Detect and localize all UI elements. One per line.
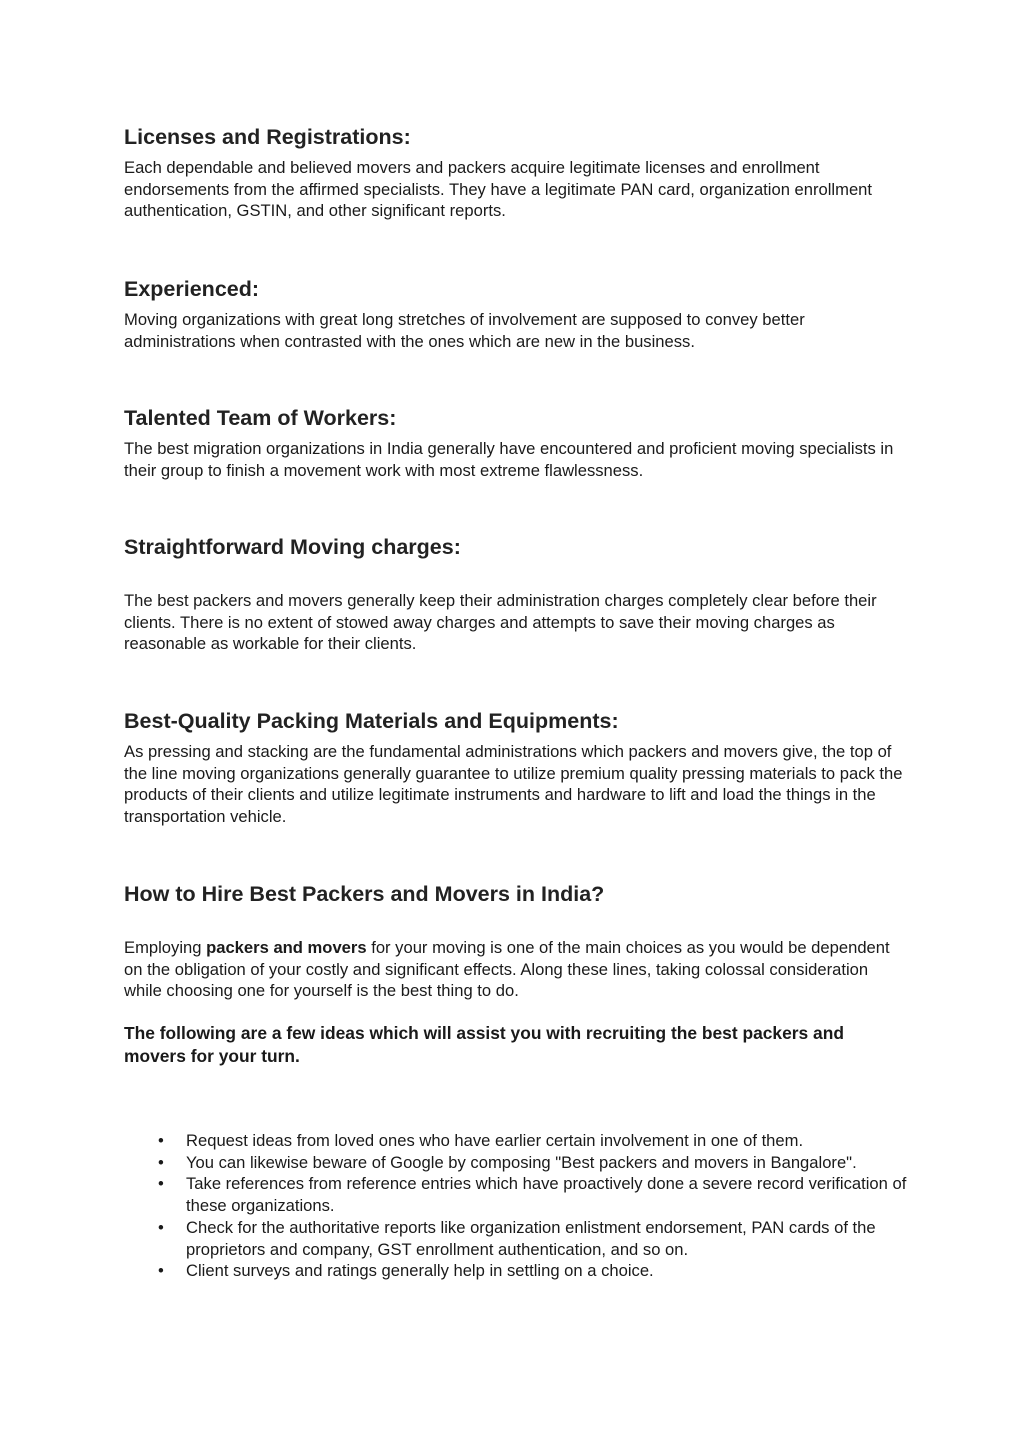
section-heading: Straightforward Moving charges:	[124, 535, 461, 559]
list-item-text: You can likewise beware of Google by composing "Best packers and movers in Bangalore".	[186, 1152, 857, 1172]
section-body: Each dependable and believed movers and packers acquire legitimate licenses and enrollment endorsements from the affirmed specialists. They have a legitimate PAN card, organization enrollment authentication, GSTIN, and other significant reports.	[124, 158, 873, 221]
section-heading: How to Hire Best Packers and Movers in India?	[124, 882, 605, 906]
section-how-to-hire	[124, 881, 904, 1068]
bullet-icon: •	[158, 1261, 164, 1281]
list-item	[124, 1173, 914, 1216]
hire-intro-end: for your moving is one of the main choices as you would be dependent on the obligation of your costly and significant effects. Along these lines, taking colossal consideration while choosing one for yourself is the best thing to do.	[124, 938, 890, 1001]
tips-list	[124, 1130, 914, 1282]
section-packing-materials	[124, 708, 904, 828]
hire-lead: The following are a few ideas which will assist you with recruiting the best packers and movers for your turn.	[124, 1023, 844, 1067]
bullet-icon: •	[158, 1131, 164, 1150]
bullet-icon: •	[158, 1152, 164, 1172]
list-item	[124, 1260, 914, 1282]
section-heading: Licenses and Registrations:	[124, 125, 411, 149]
section-moving-charges	[124, 534, 904, 655]
section-experienced	[124, 276, 904, 352]
bullet-icon: •	[158, 1174, 164, 1194]
hire-intro-bold: packers and movers	[206, 938, 367, 957]
section-talented-team	[124, 405, 904, 481]
hire-intro	[124, 937, 904, 1002]
hire-intro-start: Employing	[124, 938, 207, 957]
list-item	[124, 1130, 914, 1152]
section-body: The best packers and movers generally keep their administration charges completely clear before their clients. There is no extent of stowed away charges and attempts to save their moving charges as reasonable as workable for their clients.	[124, 591, 877, 654]
section-licenses	[124, 124, 904, 222]
list-item-text: Take references from reference entries which have proactively done a severe record verification of these organizations.	[186, 1174, 907, 1216]
section-body: The best migration organizations in India generally have encountered and proficient moving specialists in their group to finish a movement work with most extreme flawlessness.	[124, 439, 894, 480]
list-item	[124, 1217, 914, 1260]
bullet-icon: •	[158, 1217, 164, 1237]
list-item	[124, 1152, 914, 1174]
section-heading: Best-Quality Packing Materials and Equipments:	[124, 709, 619, 733]
section-heading: Talented Team of Workers:	[124, 406, 397, 430]
section-body: As pressing and stacking are the fundamental administrations which packers and movers give, the top of the line moving organizations generally guarantee to utilize premium quality pressing materials to pack the products of their clients and utilize legitimate instruments and hardware to lift and load the things in the transportation vehicle.	[124, 742, 903, 827]
list-item-text: Request ideas from loved ones who have earlier certain involvement in one of them.	[186, 1131, 804, 1150]
section-heading: Experienced:	[124, 277, 260, 301]
tips-list-container	[124, 1130, 914, 1282]
section-body: Moving organizations with great long stretches of involvement are supposed to convey better administrations when contrasted with the ones which are new in the business.	[124, 310, 805, 351]
list-item-text: Check for the authoritative reports like organization enlistment endorsement, PAN cards of the proprietors and company, GST enrollment authentication, and so on.	[186, 1217, 876, 1259]
list-item-text: Client surveys and ratings generally help in settling on a choice.	[186, 1261, 654, 1281]
